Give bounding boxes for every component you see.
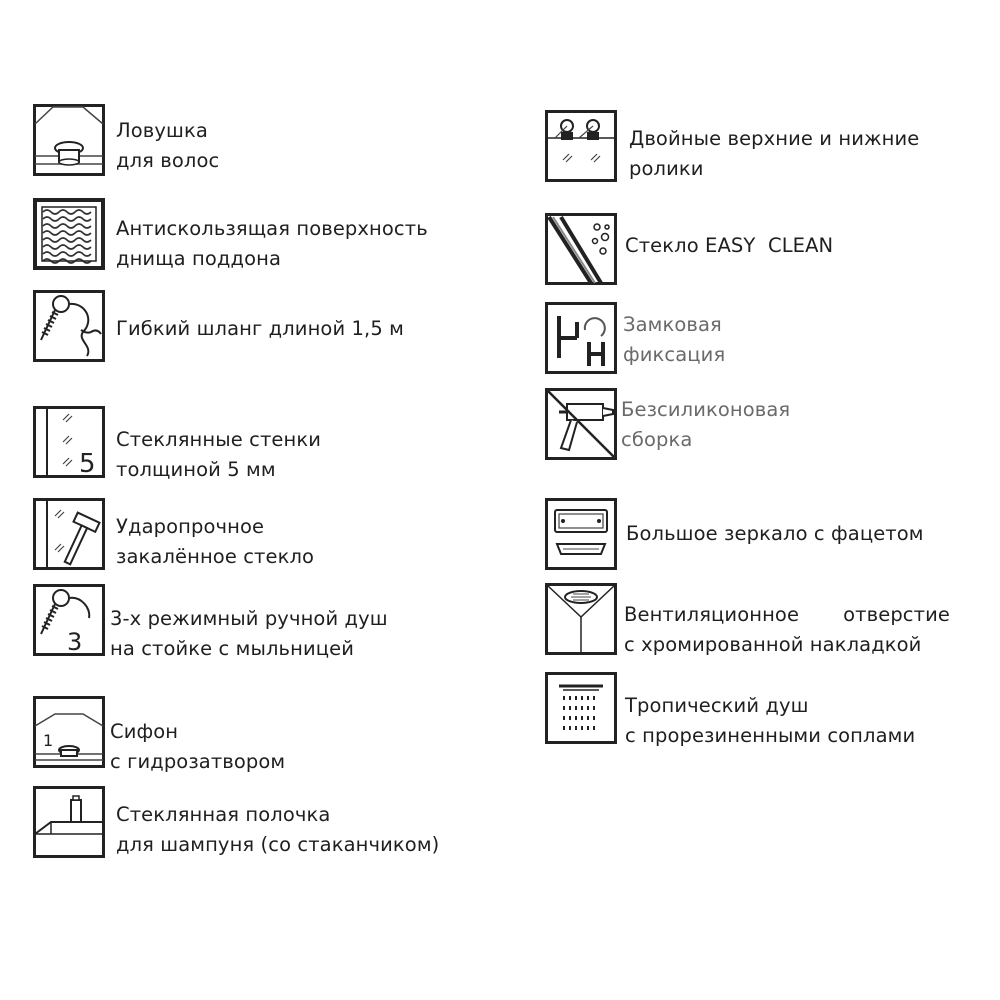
feature-label-line: Тропический душ [625, 694, 809, 717]
feature-label-line: Стеклянные стенки [116, 428, 322, 451]
feature-label-line: Стекло EASY CLEAN [625, 234, 834, 257]
rain-shower-icon [545, 672, 617, 744]
feature-label-line: Стеклянная полочка [116, 803, 331, 826]
feature-label-line: для волос [116, 149, 220, 172]
feature-label-line: на стойке с мыльницей [110, 637, 355, 660]
hammer-glass-icon [33, 498, 105, 570]
feature-label-line: с гидрозатвором [110, 750, 286, 773]
feature-label-line: Замковая [623, 313, 722, 336]
feature-label-line: 3-х режимный ручной душ [110, 607, 388, 630]
hand-shower-3-mode-icon [33, 584, 105, 656]
feature-label-line: Большое зеркало с фацетом [626, 522, 924, 545]
feature-label-line: с хромированной накладкой [624, 633, 922, 656]
feature-label-line: Сифон [110, 720, 179, 743]
shower-modes-digit: 3 [67, 628, 83, 656]
feature-label-line: толщиной 5 мм [116, 458, 276, 481]
flexible-hose-icon [33, 290, 105, 362]
glass-thickness-digit: 5 [79, 449, 96, 478]
feature-label-line: фиксация [623, 343, 726, 366]
siphon-digit: 1 [43, 731, 54, 750]
feature-label-line: с прорезиненными соплами [625, 724, 916, 747]
feature-label-line: Ударопрочное [116, 515, 265, 538]
ventilation-icon [545, 583, 617, 655]
glass-wall-5mm-icon [33, 406, 105, 478]
feature-label-line: ролики [629, 157, 704, 180]
lock-fixation-icon [545, 302, 617, 374]
easy-clean-glass-icon [545, 213, 617, 285]
no-silicone-icon [545, 388, 617, 460]
feature-label-line: Антискользящая поверхность [116, 217, 428, 240]
feature-label-line: закалённое стекло [116, 545, 315, 568]
glass-shelf-icon [33, 786, 105, 858]
feature-label-line: Безсиликоновая [621, 398, 791, 421]
double-rollers-icon [545, 110, 617, 182]
anti-slip-surface-icon [33, 198, 105, 270]
feature-label-line: Гибкий шланг длиной 1,5 м [116, 317, 404, 340]
feature-label-line: Ловушка [116, 119, 208, 142]
hair-trap-icon [33, 104, 105, 176]
feature-label-line: Двойные верхние и нижние [629, 127, 920, 150]
feature-label-line: для шампуня (со стаканчиком) [116, 833, 440, 856]
feature-label-line: Вентиляционное отверстие [624, 603, 950, 626]
feature-label-line: сборка [621, 428, 693, 451]
siphon-icon [33, 696, 105, 768]
beveled-mirror-icon [545, 498, 617, 570]
feature-label-line: днища поддона [116, 247, 281, 270]
